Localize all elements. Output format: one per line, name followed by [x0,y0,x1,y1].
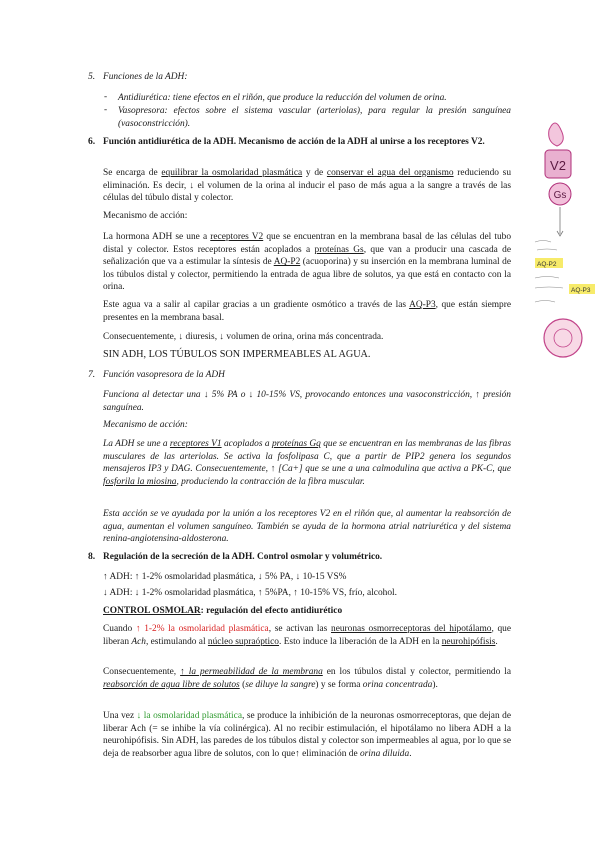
bullet-dash: - [104,92,108,102]
section-8-line-decrease-adh: ↓ ADH: ↓ 1-2% osmolaridad plasmática, ↑ 5%PA, ↑ 10-15% VS, frío, alcohol. [103,588,397,598]
margin-sketch [527,112,597,372]
scribble [535,301,555,303]
section-6-paragraph-1: Se encarga de equilibrar la osmolaridad plasmática y de conservar el agua del organismo reduciendo su eliminación. Es decir, ↓ el volumen de la orina al inducir el paso de más agua a la sangre a través de las células del túbulo distal y colector. [103,168,512,204]
aqp2-label: AQ-P2 [537,261,557,268]
scribble [535,277,563,289]
receptor-sketch [549,123,564,146]
section-8-title: Regulación de la secreción de la ADH. Control osmolar y volumétrico. [103,552,383,562]
section-5-bullet-vasopresora: Vasopresora: efectos sobre el sistema vascular (arteriolas), para regular la presión sanguínea (vasoconstricción). [118,106,511,129]
section-6-paragraph-4: Consecuentemente, ↓ diuresis, ↓ volumen de orina, orina más concentrada. [103,332,384,342]
section-6-paragraph-3: Este agua va a salir al capilar gracias a un gradiente osmótico a través de las AQ-P3, que están siempre presentes en la membrana basal. [103,300,511,323]
section-8-paragraph-1: Cuando ↑ 1-2% la osmolaridad plasmática, se activan las neuronas osmorreceptoras del hipotálamo, que liberan Ach, estimulando al núcleo supraóptico. Esto induce la liberación de la ADH en la neurohipófisis. [103,624,511,647]
gs-label: Gs [553,190,567,201]
section-8-line-increase-adh: ↑ ADH: ↑ 1-2% osmolaridad plasmática, ↓ 5% PA, ↓ 10-15 VS% [103,572,347,582]
section-7-paragraph-3: Esta acción se ve ayudada por la unión a los receptores V2 en el riñón que, al aumentar la reabsorción de agua, aumentan el volumen sanguíneo. También se ayuda de la hormona atrial natriurética y del sistema renina-angiotensina-aldosterona. [103,509,511,545]
section-5-bullet-antidiuretica: Antidiurética: tiene efectos en el riñón, que produce la reducción del volumen de orina. [118,93,447,103]
section-8-paragraph-3: Una vez ↓ la osmolaridad plasmática, se produce la inhibición de la neuronas osmorreceptoras, que dejan de liberar Ach (= se inhibe la vía colinérgica). Al no recibir estimulación, el hipotálamo no libera ADH a la neurohipófisis. Sin ADH, las paredes de los túbulos distal y colector son impermeables al agua, por lo que se deja de reabsorber agua libre de solutos, con lo que↑ eliminación de orina diluida. [103,711,511,759]
section-8-number: 8. [88,551,96,562]
section-6-title: Función antidiurética de la ADH. Mecanismo de acción de la ADH al unirse a los receptores V2. [103,137,485,147]
cell-sketch [544,319,582,357]
margin-doodles [527,112,597,372]
v2-label: V2 [550,158,566,173]
section-6-mechanism-label: Mecanismo de acción: [103,211,188,221]
section-8-paragraph-2: Consecuentemente, ↑ la permeabilidad de la membrana en los túbulos distal y colector, permitiendo la reabsorción de agua libre de solutos (se diluye la sangre) y se forma orina concentrada). [103,667,511,690]
section-7-title: Función vasopresora de la ADH [103,370,225,380]
section-7-paragraph-1: Funciona al detectar una ↓ 5% PA o ↓ 10-15% VS, provocando entonces una vasoconstricción, ↑ presión sanguínea. [103,390,511,413]
bullet-dash: - [104,105,108,115]
section-8-osmolar-heading: CONTROL OSMOLAR: regulación del efecto antidiurético [103,606,343,616]
scribble [535,241,557,251]
section-6-number: 6. [88,136,96,147]
section-7-number: 7. [88,369,96,380]
section-6-paragraph-2: La hormona ADH se une a receptores V2 que se encuentran en la membrana basal de las células del tubo distal y colector. Estos receptores están acoplados a proteínas Gs, que van a producir una cascada de señalización que va a estimular la síntesis de AQ-P2 (acuoporina) y su inserción en la membrana luminal de los túbulos distal y colector, permitiendo la entrada de agua libre de solutos, ya que está en contacto con la orina. [103,232,512,293]
section-5-title: Funciones de la ADH: [103,72,188,82]
aqp3-label: AQ-P3 [571,287,591,294]
section-5-number: 5. [88,71,96,82]
section-7-mechanism-label: Mecanismo de acción: [103,420,188,430]
section-6-conclusion: SIN ADH, LOS TÚBULOS SON IMPERMEABLES AL AGUA. [103,349,371,360]
section-7-paragraph-2: La ADH se une a receptores V1 acoplados a proteínas Gq que se encuentran en las membranas de las fibras musculares de las arteriolas. Se activa la fosfolipasa C, que a partir de PIP2 genera los segundos mensajeros IP3 y DAG. Consecuentemente, ↑ [Ca+] que se une a una calmodulina que activa a PK-C, que fosforila la miosina, produciendo la contracción de la fibra muscular. [103,439,511,487]
